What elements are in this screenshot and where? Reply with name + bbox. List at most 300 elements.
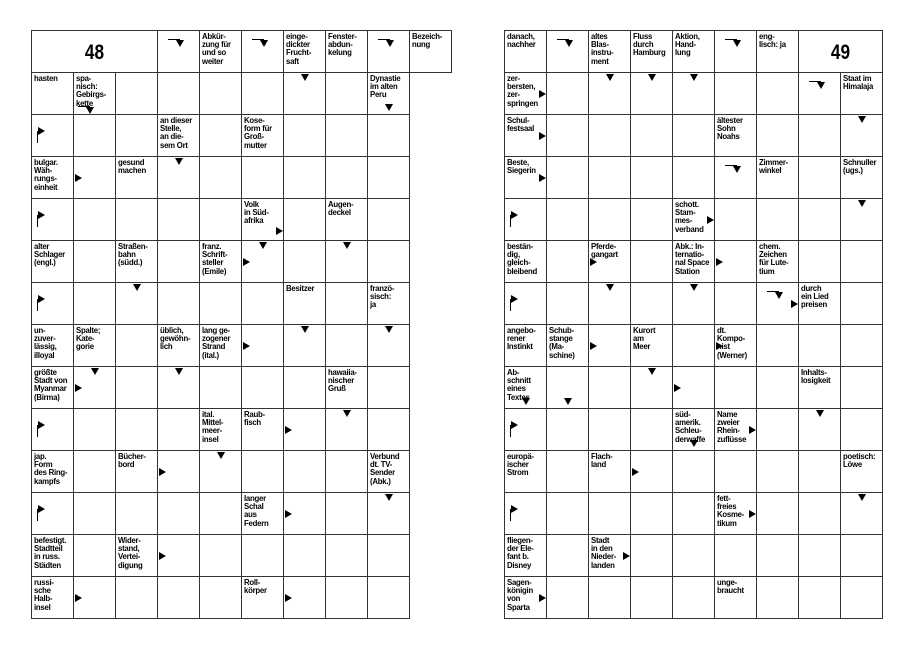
clue-text: angebo- rener Instinkt bbox=[507, 326, 536, 352]
answer-cell[interactable] bbox=[505, 493, 547, 535]
arrow-corner-down-icon bbox=[767, 289, 785, 301]
arrow-corner-right-icon bbox=[510, 507, 520, 523]
clue-cell bbox=[589, 451, 631, 493]
answer-cell[interactable] bbox=[757, 577, 799, 619]
answer-cell[interactable] bbox=[326, 409, 368, 451]
grid-row bbox=[505, 115, 883, 157]
answer-cell[interactable] bbox=[589, 409, 631, 451]
answer-cell[interactable] bbox=[368, 199, 410, 241]
answer-cell[interactable] bbox=[673, 367, 715, 409]
answer-cell[interactable] bbox=[715, 451, 757, 493]
answer-cell[interactable] bbox=[200, 367, 242, 409]
answer-cell[interactable] bbox=[242, 367, 284, 409]
answer-cell[interactable] bbox=[242, 31, 284, 73]
answer-cell[interactable] bbox=[757, 199, 799, 241]
answer-cell[interactable] bbox=[589, 283, 631, 325]
answer-cell[interactable] bbox=[673, 325, 715, 367]
answer-cell[interactable] bbox=[116, 199, 158, 241]
answer-cell[interactable] bbox=[32, 409, 74, 451]
arrow-down-icon bbox=[301, 74, 309, 81]
arrow-corner-down-icon bbox=[725, 163, 743, 175]
answer-cell[interactable] bbox=[631, 241, 673, 283]
grid-row bbox=[505, 493, 883, 535]
answer-cell[interactable] bbox=[368, 493, 410, 535]
arrow-down-icon bbox=[91, 368, 99, 375]
arrow-corner-down-icon bbox=[78, 104, 96, 115]
grid-row bbox=[505, 535, 883, 577]
answer-cell[interactable] bbox=[368, 157, 410, 199]
clue-cell bbox=[673, 31, 715, 73]
answer-cell[interactable] bbox=[326, 73, 368, 115]
clue-text: Fenster- abdun- kelung bbox=[328, 32, 357, 58]
clue-cell bbox=[841, 157, 883, 199]
answer-cell[interactable] bbox=[326, 493, 368, 535]
clue-text: chem. Zeichen für Lute- tium bbox=[759, 242, 789, 276]
answer-cell[interactable] bbox=[547, 409, 589, 451]
answer-cell[interactable] bbox=[799, 451, 841, 493]
answer-cell[interactable] bbox=[547, 493, 589, 535]
answer-cell[interactable] bbox=[547, 115, 589, 157]
clue-cell bbox=[32, 577, 74, 619]
answer-cell[interactable] bbox=[368, 409, 410, 451]
arrow-down-icon bbox=[564, 398, 572, 405]
answer-cell[interactable] bbox=[368, 241, 410, 283]
clue-cell bbox=[505, 73, 547, 115]
answer-cell[interactable] bbox=[757, 367, 799, 409]
clue-cell bbox=[74, 73, 116, 115]
arrow-corner-down-icon bbox=[378, 37, 396, 49]
clue-text: langer Schal aus Federn bbox=[244, 494, 269, 528]
clue-cell bbox=[589, 31, 631, 73]
arrow-right-icon bbox=[243, 258, 250, 266]
answer-cell[interactable] bbox=[589, 493, 631, 535]
crossword-grid-49 bbox=[504, 30, 883, 619]
answer-cell[interactable] bbox=[757, 283, 799, 325]
answer-cell[interactable] bbox=[116, 367, 158, 409]
answer-cell[interactable] bbox=[673, 451, 715, 493]
answer-cell[interactable] bbox=[326, 115, 368, 157]
clue-text: fett- freies Kosme- tikum bbox=[717, 494, 745, 528]
answer-cell[interactable] bbox=[74, 157, 116, 199]
clue-cell bbox=[32, 367, 74, 409]
answer-cell[interactable] bbox=[284, 367, 326, 409]
answer-cell[interactable] bbox=[284, 409, 326, 451]
answer-cell[interactable] bbox=[841, 535, 883, 577]
clue-text: Schub- stange (Ma- schine) bbox=[549, 326, 575, 360]
grid-row bbox=[505, 157, 883, 199]
answer-cell[interactable] bbox=[715, 157, 757, 199]
clue-text: Volk in Süd- afrika bbox=[244, 200, 269, 226]
clue-cell bbox=[715, 409, 757, 451]
grid-row bbox=[505, 409, 883, 451]
answer-cell[interactable] bbox=[547, 283, 589, 325]
answer-cell[interactable] bbox=[326, 577, 368, 619]
arrow-corner-down-icon bbox=[557, 37, 575, 49]
answer-cell[interactable] bbox=[757, 409, 799, 451]
answer-cell[interactable] bbox=[547, 31, 589, 73]
answer-cell[interactable] bbox=[326, 451, 368, 493]
answer-cell[interactable] bbox=[74, 577, 116, 619]
answer-cell[interactable] bbox=[284, 199, 326, 241]
answer-cell[interactable] bbox=[757, 535, 799, 577]
answer-cell[interactable] bbox=[200, 199, 242, 241]
answer-cell[interactable] bbox=[200, 157, 242, 199]
answer-cell[interactable] bbox=[368, 31, 410, 73]
answer-cell[interactable] bbox=[547, 367, 589, 409]
clue-cell bbox=[242, 115, 284, 157]
answer-cell[interactable] bbox=[673, 115, 715, 157]
answer-cell[interactable] bbox=[757, 493, 799, 535]
clue-text: franzö- sisch: ja bbox=[370, 284, 395, 310]
clue-cell bbox=[505, 535, 547, 577]
answer-cell[interactable] bbox=[74, 115, 116, 157]
clue-text: Raub- fisch bbox=[244, 410, 265, 428]
arrow-down-icon bbox=[816, 410, 824, 417]
puzzle-number-cell bbox=[32, 31, 158, 73]
answer-cell[interactable] bbox=[505, 283, 547, 325]
arrow-corner-right-icon bbox=[510, 213, 520, 229]
answer-cell[interactable] bbox=[326, 325, 368, 367]
answer-cell[interactable] bbox=[200, 115, 242, 157]
clue-text: einge- dickter Frucht- saft bbox=[286, 32, 312, 66]
answer-cell[interactable] bbox=[74, 535, 116, 577]
answer-cell[interactable] bbox=[158, 493, 200, 535]
answer-cell[interactable] bbox=[116, 325, 158, 367]
answer-cell[interactable] bbox=[715, 535, 757, 577]
clue-text: üblich, gewöhn- lich bbox=[160, 326, 191, 352]
answer-cell[interactable] bbox=[116, 283, 158, 325]
clue-text: Abkür- zung für und so weiter bbox=[202, 32, 231, 66]
answer-cell[interactable] bbox=[158, 157, 200, 199]
answer-cell[interactable] bbox=[589, 115, 631, 157]
answer-cell[interactable] bbox=[200, 73, 242, 115]
clue-cell bbox=[326, 367, 368, 409]
answer-cell[interactable] bbox=[158, 409, 200, 451]
answer-cell[interactable] bbox=[547, 535, 589, 577]
clue-text: Roll- körper bbox=[244, 578, 267, 596]
grid-row bbox=[505, 241, 883, 283]
arrow-right-icon bbox=[590, 258, 597, 266]
answer-cell[interactable] bbox=[200, 493, 242, 535]
answer-cell[interactable] bbox=[326, 241, 368, 283]
arrow-down-icon bbox=[385, 326, 393, 333]
grid-row bbox=[32, 325, 452, 367]
arrow-down-icon bbox=[343, 410, 351, 417]
clue-cell bbox=[200, 409, 242, 451]
clue-cell bbox=[715, 493, 757, 535]
answer-cell[interactable] bbox=[200, 535, 242, 577]
arrow-right-icon bbox=[285, 510, 292, 518]
answer-cell[interactable] bbox=[547, 241, 589, 283]
answer-cell[interactable] bbox=[158, 535, 200, 577]
answer-cell[interactable] bbox=[841, 199, 883, 241]
answer-cell[interactable] bbox=[74, 199, 116, 241]
answer-cell[interactable] bbox=[841, 493, 883, 535]
answer-cell[interactable] bbox=[799, 493, 841, 535]
answer-cell[interactable] bbox=[284, 493, 326, 535]
answer-cell[interactable] bbox=[673, 577, 715, 619]
answer-cell[interactable] bbox=[505, 409, 547, 451]
clue-text: zer- bersten, zer- springen bbox=[507, 74, 538, 108]
clue-cell bbox=[200, 325, 242, 367]
answer-cell[interactable] bbox=[284, 577, 326, 619]
answer-cell[interactable] bbox=[32, 493, 74, 535]
arrow-down-icon bbox=[690, 440, 698, 447]
answer-cell[interactable] bbox=[631, 451, 673, 493]
clue-text: Inhalts- losigkeit bbox=[801, 368, 831, 386]
answer-cell[interactable] bbox=[242, 451, 284, 493]
answer-cell[interactable] bbox=[32, 283, 74, 325]
answer-cell[interactable] bbox=[715, 283, 757, 325]
clue-text: lang ge- zogener Strand (ital.) bbox=[202, 326, 231, 360]
answer-cell[interactable] bbox=[757, 73, 799, 115]
answer-cell[interactable] bbox=[326, 157, 368, 199]
clue-cell bbox=[284, 283, 326, 325]
answer-cell[interactable] bbox=[841, 367, 883, 409]
answer-cell[interactable] bbox=[326, 283, 368, 325]
clue-text: bestän- dig, gleich- bleibend bbox=[507, 242, 538, 276]
answer-cell[interactable] bbox=[547, 157, 589, 199]
answer-cell[interactable] bbox=[673, 73, 715, 115]
answer-cell[interactable] bbox=[284, 535, 326, 577]
answer-cell[interactable] bbox=[673, 493, 715, 535]
clue-text: Pferde- gangart bbox=[591, 242, 618, 260]
answer-cell[interactable] bbox=[158, 31, 200, 73]
answer-cell[interactable] bbox=[242, 241, 284, 283]
clue-text: unge- braucht bbox=[717, 578, 744, 596]
answer-cell[interactable] bbox=[589, 577, 631, 619]
answer-cell[interactable] bbox=[74, 241, 116, 283]
clue-text: Zimmer- winkel bbox=[759, 158, 789, 176]
arrow-down-icon bbox=[606, 284, 614, 291]
answer-cell[interactable] bbox=[116, 73, 158, 115]
answer-cell[interactable] bbox=[284, 451, 326, 493]
answer-cell[interactable] bbox=[74, 283, 116, 325]
arrow-right-icon bbox=[749, 510, 756, 518]
answer-cell[interactable] bbox=[547, 577, 589, 619]
clue-cell bbox=[242, 199, 284, 241]
answer-cell[interactable] bbox=[799, 241, 841, 283]
answer-cell[interactable] bbox=[32, 199, 74, 241]
grid-row bbox=[32, 73, 452, 115]
answer-cell[interactable] bbox=[116, 409, 158, 451]
arrow-down-icon bbox=[175, 368, 183, 375]
clue-cell bbox=[116, 451, 158, 493]
answer-cell[interactable] bbox=[799, 409, 841, 451]
answer-cell[interactable] bbox=[200, 283, 242, 325]
answer-cell[interactable] bbox=[589, 199, 631, 241]
clue-text: Kurort am Meer bbox=[633, 326, 656, 352]
answer-cell[interactable] bbox=[284, 241, 326, 283]
grid-row bbox=[32, 535, 452, 577]
arrow-down-icon bbox=[385, 494, 393, 501]
grid-row bbox=[505, 283, 883, 325]
clue-text: ital. Mittel- meer- insel bbox=[202, 410, 224, 444]
answer-cell[interactable] bbox=[74, 493, 116, 535]
answer-cell[interactable] bbox=[799, 115, 841, 157]
puzzle-number-cell bbox=[799, 31, 883, 73]
arrow-right-icon bbox=[590, 342, 597, 350]
arrow-corner-right-icon bbox=[37, 423, 47, 439]
arrow-down-icon bbox=[858, 200, 866, 207]
answer-cell[interactable] bbox=[158, 199, 200, 241]
answer-cell[interactable] bbox=[589, 73, 631, 115]
answer-cell[interactable] bbox=[631, 409, 673, 451]
answer-cell[interactable] bbox=[799, 535, 841, 577]
clue-text: bulgar. Wäh- rungs- einheit bbox=[34, 158, 58, 192]
clue-cell bbox=[505, 31, 547, 73]
arrow-down-icon bbox=[301, 326, 309, 333]
clue-cell bbox=[158, 115, 200, 157]
clue-text: hawaiia- nischer Gruß bbox=[328, 368, 357, 394]
answer-cell[interactable] bbox=[74, 367, 116, 409]
clue-cell bbox=[326, 31, 368, 73]
answer-cell[interactable] bbox=[799, 157, 841, 199]
clue-cell bbox=[410, 31, 452, 73]
grid-row bbox=[32, 577, 452, 619]
answer-cell[interactable] bbox=[368, 535, 410, 577]
arrow-right-icon bbox=[707, 216, 714, 224]
clue-text: Schul- festsaal bbox=[507, 116, 535, 134]
clue-cell bbox=[368, 73, 410, 115]
clue-text: Schnuller (ugs.) bbox=[843, 158, 877, 176]
answer-cell[interactable] bbox=[284, 115, 326, 157]
answer-cell[interactable] bbox=[284, 325, 326, 367]
clue-cell bbox=[200, 31, 242, 73]
answer-cell[interactable] bbox=[242, 283, 284, 325]
answer-cell[interactable] bbox=[368, 577, 410, 619]
answer-cell[interactable] bbox=[841, 115, 883, 157]
arrow-down-icon bbox=[690, 284, 698, 291]
grid-row bbox=[32, 451, 452, 493]
answer-cell[interactable] bbox=[799, 325, 841, 367]
answer-cell[interactable] bbox=[284, 157, 326, 199]
clue-text: Sagen- königin von Sparta bbox=[507, 578, 533, 612]
arrow-right-icon bbox=[159, 468, 166, 476]
answer-cell[interactable] bbox=[158, 73, 200, 115]
answer-cell[interactable] bbox=[715, 199, 757, 241]
crossword-grid-48 bbox=[31, 30, 452, 619]
answer-cell[interactable] bbox=[631, 367, 673, 409]
answer-cell[interactable] bbox=[32, 115, 74, 157]
arrow-down-icon bbox=[175, 158, 183, 165]
grid-row bbox=[32, 31, 452, 73]
answer-cell[interactable] bbox=[589, 367, 631, 409]
answer-cell[interactable] bbox=[547, 73, 589, 115]
answer-cell[interactable] bbox=[631, 493, 673, 535]
answer-cell[interactable] bbox=[116, 115, 158, 157]
answer-cell[interactable] bbox=[631, 115, 673, 157]
answer-cell[interactable] bbox=[158, 367, 200, 409]
answer-cell[interactable] bbox=[200, 577, 242, 619]
answer-cell[interactable] bbox=[547, 451, 589, 493]
puzzle-number: 49 bbox=[830, 41, 851, 64]
answer-cell[interactable] bbox=[158, 283, 200, 325]
answer-cell[interactable] bbox=[116, 577, 158, 619]
answer-cell[interactable] bbox=[673, 283, 715, 325]
arrow-right-icon bbox=[623, 552, 630, 560]
answer-cell[interactable] bbox=[242, 535, 284, 577]
arrow-down-icon bbox=[522, 398, 530, 405]
answer-cell[interactable] bbox=[631, 283, 673, 325]
clue-text: spa- nisch: Gebirgs- kette bbox=[76, 74, 107, 108]
answer-cell[interactable] bbox=[673, 535, 715, 577]
answer-cell[interactable] bbox=[841, 283, 883, 325]
answer-cell[interactable] bbox=[284, 73, 326, 115]
clue-text: Bezeich- nung bbox=[412, 32, 443, 50]
answer-cell[interactable] bbox=[715, 73, 757, 115]
answer-cell[interactable] bbox=[368, 325, 410, 367]
arrow-down-icon bbox=[133, 284, 141, 291]
arrow-right-icon bbox=[674, 384, 681, 392]
answer-cell[interactable] bbox=[242, 325, 284, 367]
answer-cell[interactable] bbox=[631, 199, 673, 241]
answer-cell[interactable] bbox=[757, 325, 799, 367]
answer-cell[interactable] bbox=[841, 409, 883, 451]
answer-cell[interactable] bbox=[242, 157, 284, 199]
clue-cell bbox=[505, 241, 547, 283]
answer-cell[interactable] bbox=[158, 241, 200, 283]
answer-cell[interactable] bbox=[505, 199, 547, 241]
answer-cell[interactable] bbox=[841, 577, 883, 619]
answer-cell[interactable] bbox=[547, 199, 589, 241]
answer-cell[interactable] bbox=[158, 577, 200, 619]
clue-text: Aktion, Hand- lung bbox=[675, 32, 700, 58]
answer-cell[interactable] bbox=[74, 409, 116, 451]
answer-cell[interactable] bbox=[841, 325, 883, 367]
answer-cell[interactable] bbox=[757, 115, 799, 157]
answer-cell[interactable] bbox=[631, 73, 673, 115]
arrow-down-icon bbox=[606, 74, 614, 81]
answer-cell[interactable] bbox=[242, 73, 284, 115]
answer-cell[interactable] bbox=[158, 451, 200, 493]
grid-row bbox=[505, 73, 883, 115]
answer-cell[interactable] bbox=[589, 157, 631, 199]
answer-cell[interactable] bbox=[74, 451, 116, 493]
clue-cell bbox=[505, 367, 547, 409]
answer-cell[interactable] bbox=[799, 73, 841, 115]
answer-cell[interactable] bbox=[715, 367, 757, 409]
answer-cell[interactable] bbox=[326, 535, 368, 577]
answer-cell[interactable] bbox=[368, 115, 410, 157]
answer-cell[interactable] bbox=[715, 241, 757, 283]
clue-text: Kose- form für Groß- mutter bbox=[244, 116, 272, 150]
clue-text: schott. Stam- mes- verband bbox=[675, 200, 704, 234]
answer-cell[interactable] bbox=[841, 241, 883, 283]
answer-cell[interactable] bbox=[368, 367, 410, 409]
answer-cell[interactable] bbox=[631, 535, 673, 577]
answer-cell[interactable] bbox=[799, 199, 841, 241]
answer-cell[interactable] bbox=[673, 157, 715, 199]
arrow-right-icon bbox=[276, 227, 283, 235]
clue-text: altes Blas- instru- ment bbox=[591, 32, 614, 66]
answer-cell[interactable] bbox=[715, 31, 757, 73]
answer-cell[interactable] bbox=[757, 451, 799, 493]
clue-text: Wider- stand, Vertei- digung bbox=[118, 536, 143, 570]
answer-cell[interactable] bbox=[589, 325, 631, 367]
arrow-down-icon bbox=[343, 242, 351, 249]
clue-cell bbox=[757, 31, 799, 73]
answer-cell[interactable] bbox=[799, 577, 841, 619]
grid-row bbox=[32, 241, 452, 283]
arrow-right-icon bbox=[285, 426, 292, 434]
arrow-right-icon bbox=[539, 174, 546, 182]
answer-cell[interactable] bbox=[200, 451, 242, 493]
arrow-down-icon bbox=[690, 74, 698, 81]
answer-cell[interactable] bbox=[116, 493, 158, 535]
answer-cell[interactable] bbox=[631, 577, 673, 619]
answer-cell[interactable] bbox=[631, 157, 673, 199]
